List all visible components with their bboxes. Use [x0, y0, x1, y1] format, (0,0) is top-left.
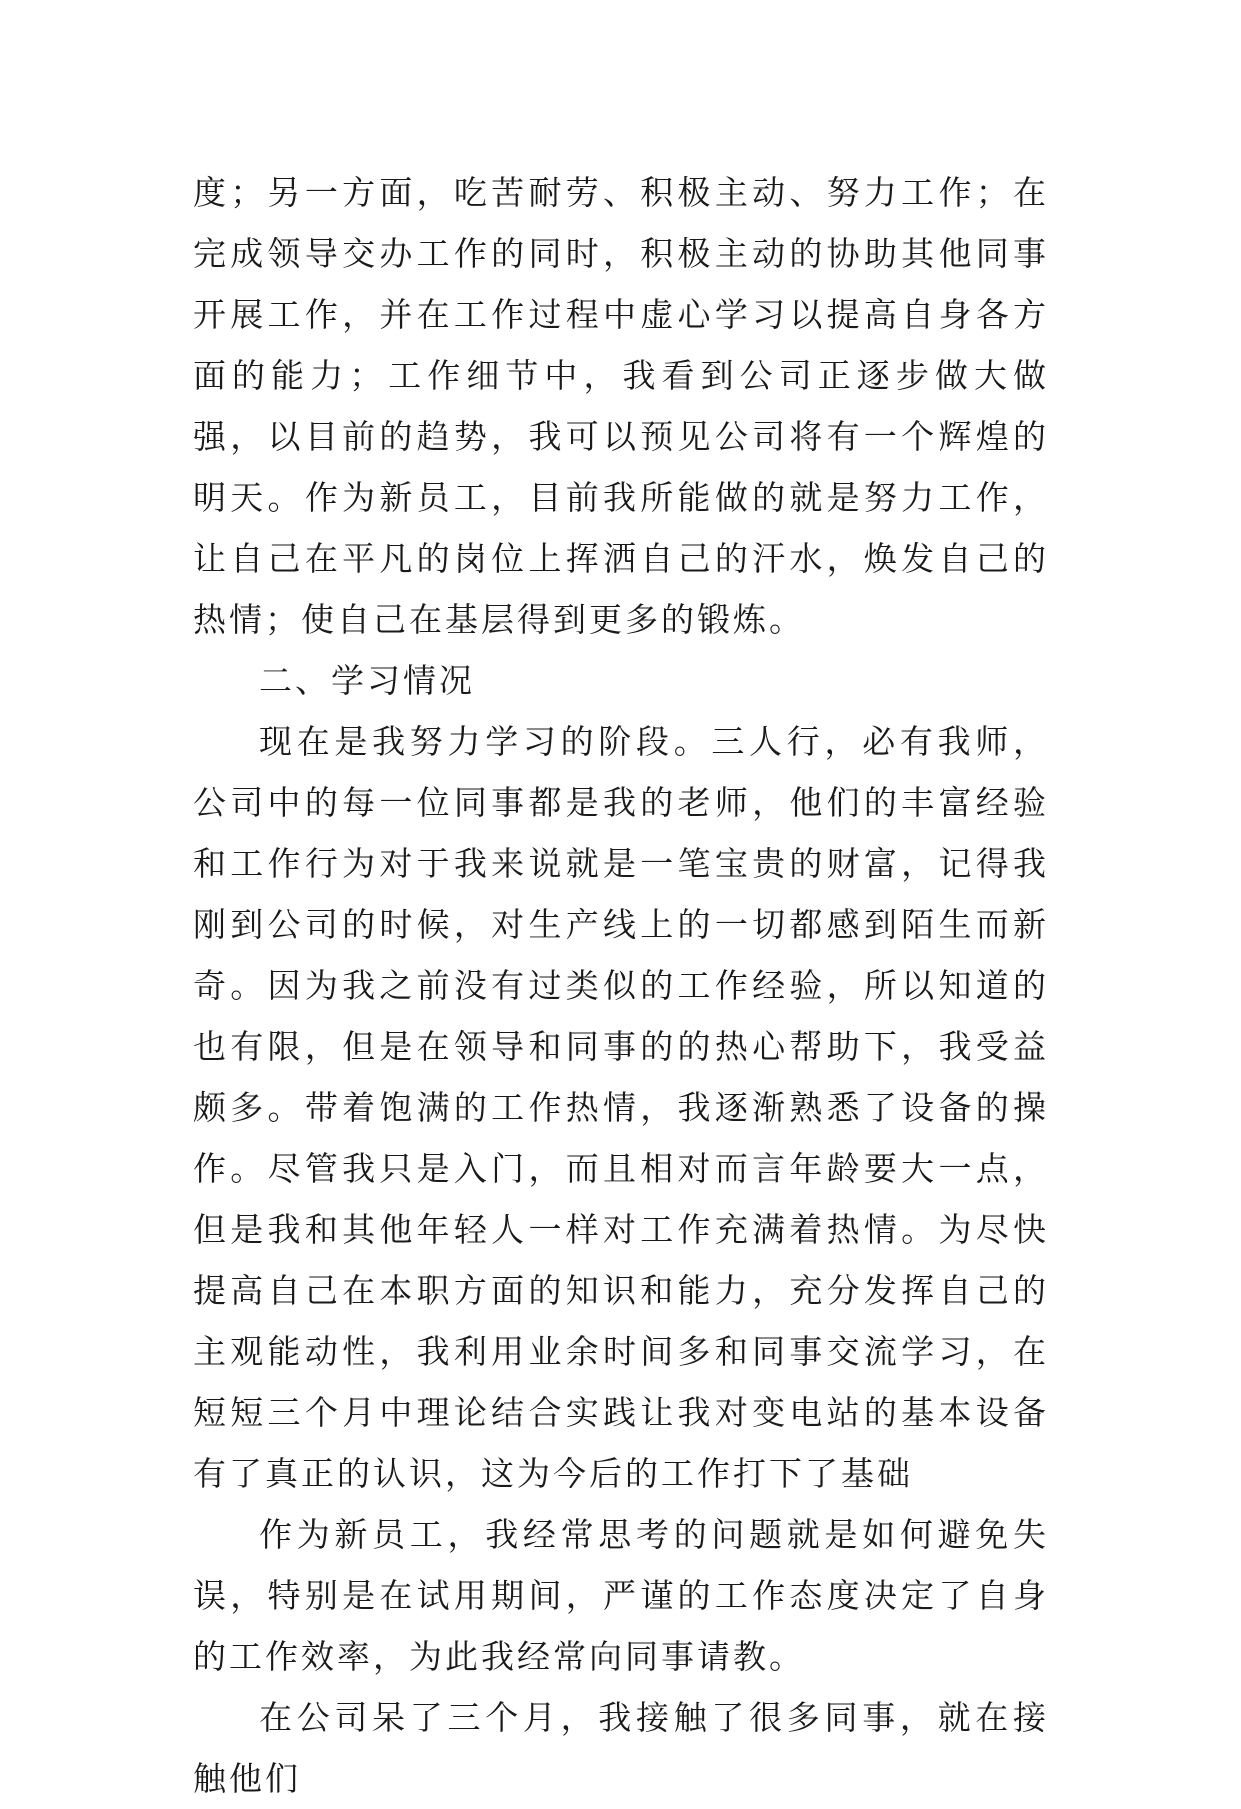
paragraph-three-months: 在公司呆了三个月，我接触了很多同事，就在接触他们	[193, 1698, 1049, 1798]
document-body	[193, 162, 1049, 1809]
paragraph-new-employee: 作为新员工，我经常思考的问题就是如何避免失误，特别是在试用期间，严谨的工作态度决定了自身的工作效率，为此我经常向同事请教。	[193, 1515, 1049, 1676]
section-heading-study: 二、学习情况	[259, 661, 475, 700]
paragraph-continuation: 度；另一方面，吃苦耐劳、积极主动、努力工作；在完成领导交办工作的同时，积极主动的协助其他同事开展工作，并在工作过程中虚心学习以提高自身各方面的能力；工作细节中，我看到公司正逐步做大做强，以目前的趋势，我可以预见公司将有一个辉煌的明天。作为新员工，目前我所能做的就是努力工作，让自己在平凡的岗位上挥洒自己的汗水，焕发自己的热情；使自己在基层得到更多的锻炼。	[193, 173, 1049, 639]
paragraph-study: 现在是我努力学习的阶段。三人行，必有我师，公司中的每一位同事都是我的老师，他们的丰富经验和工作行为对于我来说就是一笔宝贵的财富，记得我刚到公司的时候，对生产线上的一切都感到陌生而新奇。因为我之前没有过类似的工作经验，所以知道的也有限，但是在领导和同事的的热心帮助下，我受益颇多。带着饱满的工作热情，我逐渐熟悉了设备的操作。尽管我只是入门，而且相对而言年龄要大一点，但是我和其他年轻人一样对工作充满着热情。为尽快提高自己在本职方面的知识和能力，充分发挥自己的主观能动性，我利用业余时间多和同事交流学习，在短短三个月中理论结合实践让我对变电站的基本设备有了真正的认识，这为今后的工作打下了基础	[193, 722, 1049, 1493]
